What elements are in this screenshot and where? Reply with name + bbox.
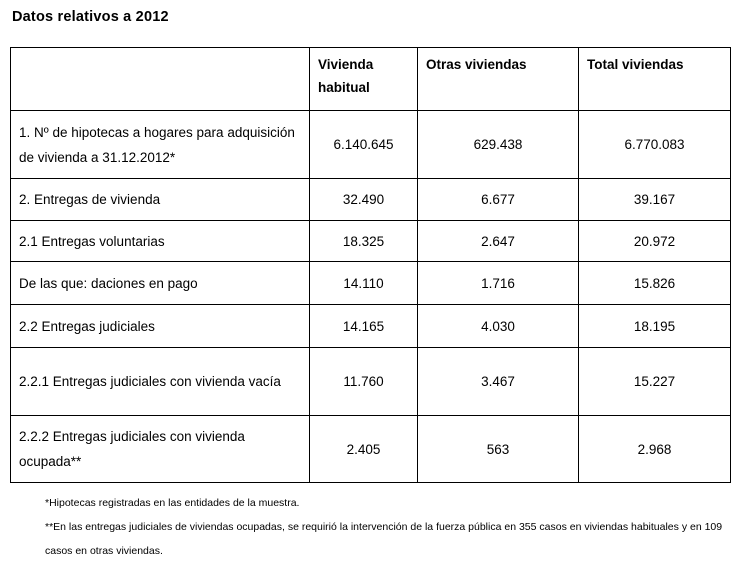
row-entregas-voluntarias — [11, 221, 731, 262]
cell-otras-viviendas: 6.677 — [418, 179, 579, 221]
header-otras-viviendas: Otras viviendas — [418, 48, 579, 111]
footnotes — [45, 491, 730, 561]
cell-vivienda-habitual: 6.140.645 — [310, 111, 418, 179]
cell-total-viviendas: 15.227 — [579, 348, 731, 416]
row-num-hipotecas — [11, 111, 731, 179]
cell-otras-viviendas: 629.438 — [418, 111, 579, 179]
header-total-viviendas: Total viviendas — [579, 48, 731, 111]
cell-otras-viviendas: 3.467 — [418, 348, 579, 416]
cell-total-viviendas: 15.826 — [579, 262, 731, 305]
footnote-hipotecas: *Hipotecas registradas en las entidades de la muestra. — [45, 497, 300, 509]
cell-otras-viviendas: 2.647 — [418, 221, 579, 262]
cell-vivienda-habitual: 11.760 — [310, 348, 418, 416]
row-daciones-en-pago — [11, 262, 731, 305]
cell-total-viviendas: 18.195 — [579, 305, 731, 348]
cell-total-viviendas: 39.167 — [579, 179, 731, 221]
row-entregas-judiciales — [11, 305, 731, 348]
cell-total-viviendas: 20.972 — [579, 221, 731, 262]
row-label: 2.2.2 Entregas judiciales con vivienda ocupada** — [11, 416, 310, 483]
header-vivienda-habitual: Vivienda habitual — [310, 48, 418, 111]
row-entregas-vivienda — [11, 179, 731, 221]
row-label: 2.1 Entregas voluntarias — [11, 221, 310, 262]
row-label: 2. Entregas de vivienda — [11, 179, 310, 221]
header-empty-cell — [11, 48, 310, 111]
row-label: 2.2.1 Entregas judiciales con vivienda vacía — [11, 348, 310, 416]
cell-vivienda-habitual: 32.490 — [310, 179, 418, 221]
row-label: De las que: daciones en pago — [11, 262, 310, 305]
cell-total-viviendas: 2.968 — [579, 416, 731, 483]
cell-otras-viviendas: 563 — [418, 416, 579, 483]
housing-data-table — [10, 47, 731, 483]
cell-vivienda-habitual: 14.110 — [310, 262, 418, 305]
cell-vivienda-habitual: 14.165 — [310, 305, 418, 348]
cell-vivienda-habitual: 18.325 — [310, 221, 418, 262]
row-judiciales-vivienda-ocupada — [11, 416, 731, 483]
cell-total-viviendas: 6.770.083 — [579, 111, 731, 179]
page-title: Datos relativos a 2012 — [12, 9, 169, 25]
cell-otras-viviendas: 4.030 — [418, 305, 579, 348]
row-judiciales-vivienda-vacia — [11, 348, 731, 416]
cell-vivienda-habitual: 2.405 — [310, 416, 418, 483]
table-header-row — [11, 48, 731, 111]
row-label: 2.2 Entregas judiciales — [11, 305, 310, 348]
cell-otras-viviendas: 1.716 — [418, 262, 579, 305]
row-label: 1. Nº de hipotecas a hogares para adquisición de vivienda a 31.12.2012* — [11, 111, 310, 179]
footnote-fuerza-publica: **En las entregas judiciales de viviendas ocupadas, se requirió la intervención de la fuerza pública en 355 casos en viviendas habituales y en 109 casos en otras viviendas. — [45, 521, 723, 557]
